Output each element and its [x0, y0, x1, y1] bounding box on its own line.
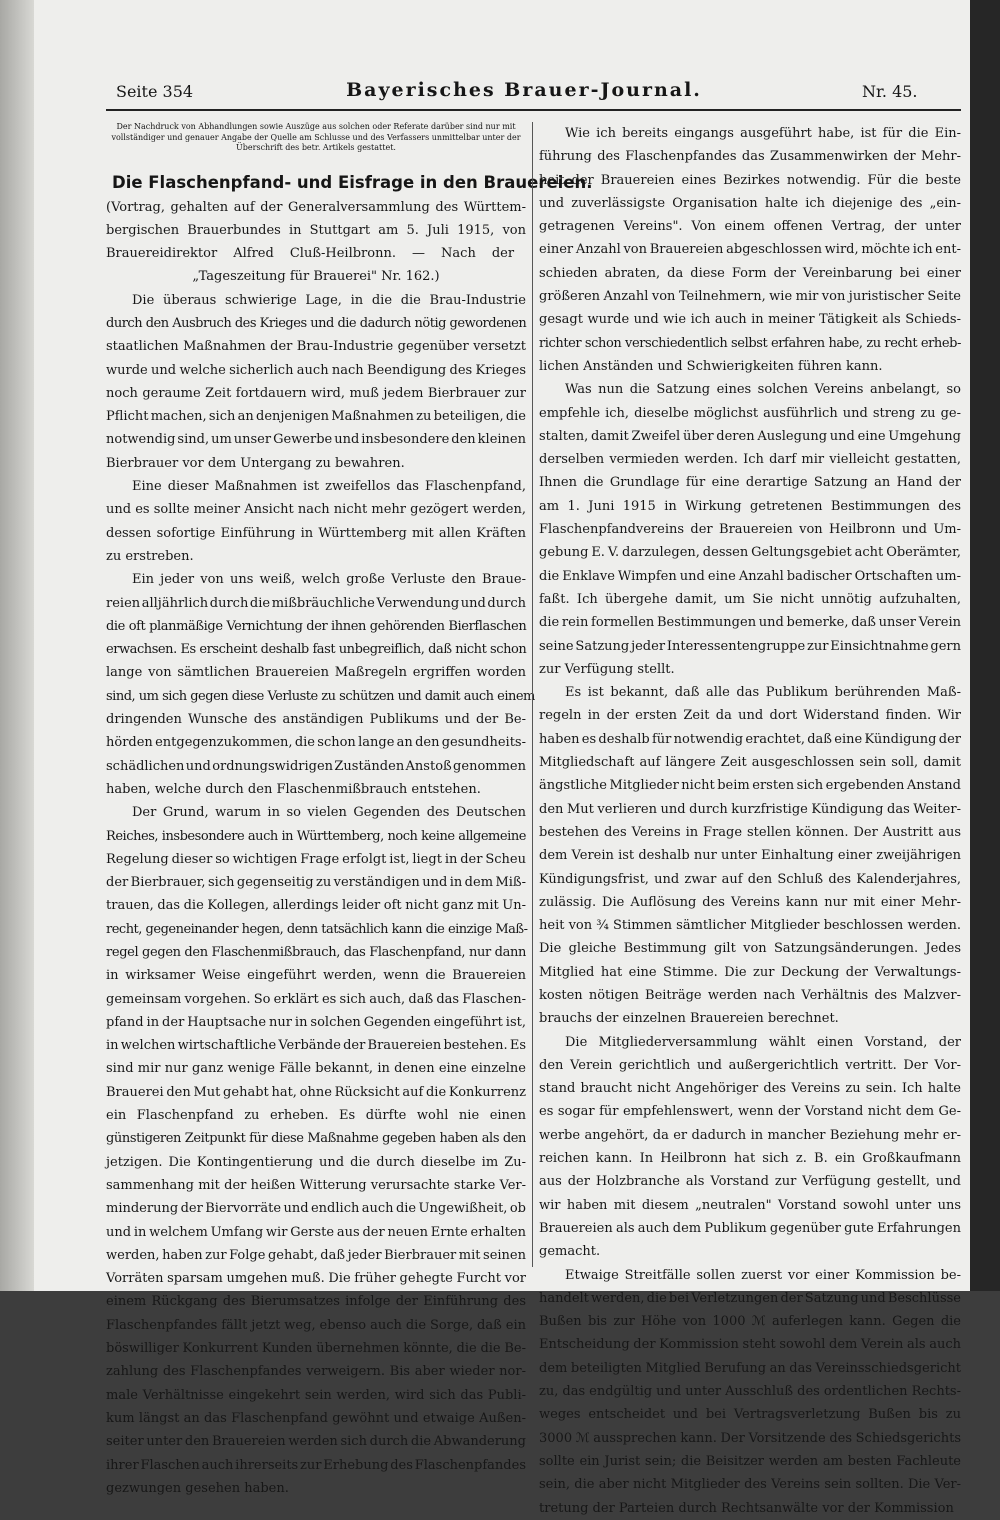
text-line: es sogar für empfehlenswert, wenn der Vorstand nicht dem Ge-	[539, 1104, 961, 1120]
page-header	[34, 78, 970, 108]
text-line: günstigeren Zeitpunkt für diese Maßnahme gegeben haben als den	[106, 1131, 527, 1147]
text-line: Brauerei den Mut gehabt hat, ohne Rücksicht auf die Konkurrenz	[106, 1084, 526, 1100]
scan-margin-left	[0, 0, 34, 1291]
text-line: werden, haben zur Folge gehabt, daß jeder Bierbrauer mit seinen	[106, 1247, 526, 1263]
right-column-body	[539, 378, 961, 1520]
text-line: kum längst an das Flaschenpfand gewöhnt und etwaige Außen-	[106, 1410, 526, 1426]
text-line: richter schon verschiedentlich selbst erfahren habe, zu recht erheb-	[539, 335, 961, 351]
text-line: tretung der Parteien durch Rechtsanwälte vor der Kommission	[539, 1500, 954, 1516]
text-line: stand braucht nicht Angehöriger des Vereins zu sein. Ich halte	[539, 1081, 961, 1097]
text-line: und zuverlässigste Organisation halte ich diejenige des „ein-	[539, 195, 961, 211]
text-line: in welchen wirtschaftliche Verbände der Brauereien bestehen. Es	[106, 1038, 526, 1054]
subtitle-line: bergischen Brauerbundes in Stuttgart am 5. Juli 1915, von	[106, 222, 526, 238]
scan-margin-right	[970, 0, 1000, 1291]
text-line: Der Grund, warum in so vielen Gegenden des Deutschen	[132, 805, 526, 821]
text-line: bestehen des Vereins in Frage stellen können. Der Austritt aus	[539, 824, 961, 840]
text-line: zu, das endgültig und unter Ausschluß des ordentlichen Rechts-	[539, 1384, 961, 1400]
text-line: dringenden Wunsche des anständigen Publikums und der Be-	[106, 712, 526, 728]
text-line: dem beteiligten Mitglied Berufung an das Vereinsschiedsgericht	[539, 1360, 961, 1376]
subtitle-line: (Vortrag, gehalten auf der Generalversammlung des Württem-	[106, 199, 526, 215]
text-line: Es ist bekannt, daß alle das Publikum berührenden Maß-	[565, 685, 961, 701]
text-line: sammenhang mit der heißen Witterung verursachte starke Ver-	[106, 1177, 526, 1193]
text-line: wir haben mit diesem „neutralen" Vorstand sowohl unter uns	[539, 1197, 961, 1213]
journal-page	[34, 0, 970, 1516]
text-line: dessen sofortige Einführung in Württemberg mit allen Kräften	[106, 525, 526, 541]
column-divider	[532, 122, 533, 1267]
text-line: reichen kann. In Heilbronn hat sich z. B. ein Großkaufmann	[539, 1151, 961, 1167]
text-line: führung des Flaschenpfandes das Zusammenwirken der Mehr-	[539, 149, 961, 165]
text-line: erwachsen. Es erscheint deshalb fast unbegreiflich, daß nicht schon	[106, 642, 527, 658]
text-line: noch geraume Zeit fortdauern wird, muß jedem Bierbrauer zur	[106, 385, 526, 401]
paragraph	[106, 568, 535, 801]
left-column-body	[106, 289, 535, 1500]
text-line: regeln in der ersten Zeit da und dort Widerstand finden. Wir	[539, 708, 961, 724]
paragraph	[106, 801, 526, 1500]
text-line: und in welchem Umfang wir Gerste aus der neuen Ernte erhalten	[106, 1224, 526, 1240]
text-line: faßt. Ich übergehe damit, um Sie nicht unnötig aufzuhalten,	[539, 591, 961, 607]
text-line: sollte ein Jurist sein; die Beisitzer werden am besten Fachleute	[539, 1453, 961, 1469]
text-line: empfehle ich, dieselbe möglichst ausführlich und streng zu ge-	[539, 405, 961, 421]
text-line: werbe angehört, da er dadurch in mancher Beziehung mehr er-	[539, 1127, 961, 1143]
text-line: zu erstreben.	[106, 548, 194, 564]
page-number: Seite 354	[116, 82, 194, 101]
text-line: die rein formellen Bestimmungen und bemerke, daß unser Verein	[539, 615, 961, 631]
paragraph	[106, 475, 526, 568]
text-line: größeren Anzahl von Teilnehmern, wie mir von juristischer Seite	[539, 289, 961, 305]
text-line: den Mut verlieren und durch kurzfristige Kündigung das Weiter-	[539, 801, 961, 817]
text-line: ein Flaschenpfand zu erheben. Es dürfte wohl nie einen	[106, 1108, 526, 1124]
text-line: durch den Ausbruch des Krieges und die dadurch nötig gewordenen	[106, 315, 527, 331]
text-line: einem Rückgang des Bierumsatzes infolge der Einführung des	[106, 1294, 526, 1310]
text-line: Etwaige Streitfälle sollen zuerst vor einer Kommission be-	[565, 1267, 961, 1283]
text-line: gezwungen gesehen haben.	[106, 1480, 289, 1496]
article-subtitle	[106, 196, 526, 289]
text-line: recht, gegeneinander hegen, denn tatsächlich kann die einzige Maß-	[106, 921, 528, 937]
text-line: ängstliche Mitglieder nicht beim ersten sich ergebenden Anstand	[539, 778, 961, 794]
text-line: haben, welche durch den Flaschenmißbrauch entstehen.	[106, 781, 481, 797]
text-line: sind, um sich gegen diese Verluste zu schützen und damit auch einem	[106, 688, 535, 704]
paragraph	[539, 1031, 961, 1264]
subtitle-line: Brauereidirektor Alfred Cluß-Heilbronn. — Nach der	[106, 246, 515, 262]
text-line: Pflicht machen, sich an denjenigen Maßnahmen zu beteiligen, die	[106, 409, 526, 425]
text-line: weges entscheidet und bei Vertragsverletzung Bußen bis zu	[539, 1407, 961, 1423]
text-line: Brauereien als auch dem Publikum gegenüber gute Erfahrungen	[539, 1220, 961, 1236]
text-line: lange von sämtlichen Brauereien Maßregeln ergriffen worden	[106, 665, 526, 681]
text-line: die oft planmäßige Vernichtung der ihnen gehörenden Bierflaschen	[106, 618, 527, 634]
text-line: in wirksamer Weise eingeführt werden, wenn die Brauereien	[106, 968, 526, 984]
text-line: regel gegen den Flaschenmißbrauch, das Flaschenpfand, nur dann	[106, 945, 526, 960]
text-line: Die gleiche Bestimmung gilt von Satzungsänderungen. Jedes	[539, 941, 961, 957]
text-line: zulässig. Die Auflösung des Vereins kann nur mit einer Mehr-	[539, 894, 961, 910]
text-line: und es sollte meiner Ansicht nach nicht mehr gezögert werden,	[106, 502, 526, 518]
text-line: dem Verein ist deshalb nur unter Einhaltung einer zweijährigen	[539, 848, 961, 864]
text-line: Vorräten sparsam umgehen muß. Die früher gehegte Furcht vor	[106, 1271, 526, 1287]
text-line: notwendig sind, um unser Gewerbe und insbesondere den kleinen	[106, 432, 526, 448]
paragraph	[539, 378, 961, 681]
subtitle-line: „Tageszeitung für Brauerei" Nr. 162.)	[192, 269, 440, 285]
paragraph	[539, 1264, 961, 1520]
text-line: Flaschenpfandes fällt jetzt weg, ebenso auch die Sorge, daß ein	[106, 1317, 526, 1333]
paragraph	[539, 122, 961, 378]
text-line: brauchs der einzelnen Brauereien berechnet.	[539, 1011, 839, 1027]
text-line: heit der Brauereien eines Bezirkes notwendig. Für die beste	[539, 172, 961, 188]
text-line: trauen, das die Kollegen, allerdings leider oft nicht ganz mit Un-	[106, 898, 526, 914]
text-line: Bußen bis zur Höhe von 1000 ℳ auferlegen kann. Gegen die	[539, 1314, 961, 1330]
text-line: gebung E. V. darzulegen, dessen Geltungsgebiet acht Oberämter,	[539, 545, 961, 561]
text-line: haben es deshalb für notwendig erachtet, daß eine Kündigung der	[539, 731, 961, 747]
issue-number: Nr. 45.	[862, 82, 918, 101]
right-column	[539, 122, 961, 1520]
text-line: Regelung dieser so wichtigen Frage erfolgt ist, liegt in der Scheu	[106, 851, 526, 867]
header-rule	[106, 109, 961, 111]
text-line: gesagt wurde und wie ich auch in meiner Tätigkeit als Schieds-	[539, 312, 961, 328]
text-line: reien alljährlich durch die mißbräuchliche Verwendung und durch	[106, 595, 526, 611]
text-line: sind mir nur ganz wenige Fälle bekannt, in denen eine einzelne	[106, 1061, 526, 1077]
text-line: Die Mitgliederversammlung wählt einen Vorstand, der	[565, 1034, 961, 1050]
text-line: wurde und welche sicherlich auch nach Beendigung des Krieges	[106, 362, 526, 378]
paragraph	[539, 681, 961, 1030]
text-line: schieden abraten, da diese Form der Vereinbarung bei einer	[539, 265, 961, 281]
text-line: der Bierbrauer, sich gegenseitig zu verständigen und in dem Miß-	[106, 875, 526, 891]
text-line: seine Satzung jeder Interessentengruppe zur Einsichtnahme gern	[539, 638, 961, 654]
text-line: ihrer Flaschen auch ihrerseits zur Erhebung des Flaschenpfandes	[106, 1457, 526, 1473]
text-line: handelt werden, die bei Verletzungen der Satzung und Beschlüsse	[539, 1290, 961, 1306]
text-line: Kündigungsfrist, und zwar auf den Schluß des Kalenderjahres,	[539, 871, 961, 887]
text-line: schädlichen und ordnungswidrigen Zuständen Anstoß genommen	[106, 758, 526, 774]
paragraph	[106, 289, 526, 475]
text-line: gemeinsam vorgehen. So erklärt es sich auch, daß das Flaschen-	[106, 991, 526, 1007]
text-line: Mitglied hat eine Stimme. Die zur Deckung der Verwaltungs-	[539, 964, 961, 980]
text-line: Die überaus schwierige Lage, in die die Brau-Industrie	[132, 292, 526, 308]
text-line: am 1. Juni 1915 in Wirkung getretenen Bestimmungen des	[539, 498, 961, 514]
text-line: einer Anzahl von Brauereien abgeschlossen wird, möchte ich ent-	[539, 242, 961, 258]
journal-title: Bayerisches Brauer-Journal.	[346, 79, 702, 101]
text-line: male Verhältnisse eingekehrt sein werden, wird sich das Publi-	[106, 1387, 526, 1403]
text-line: Entscheidung der Kommission steht sowohl dem Verein als auch	[539, 1337, 961, 1353]
text-line: zahlung des Flaschenpfandes verweigern. Bis aber wieder nor-	[106, 1364, 526, 1380]
text-line: Ihnen die Grundlage für eine derartige Satzung an Hand der	[539, 475, 961, 491]
text-line: aus der Holzbranche als Vorstand zur Verfügung gestellt, und	[539, 1174, 961, 1190]
text-line: seiter unter den Brauereien werden sich durch die Abwanderung	[106, 1434, 526, 1450]
reprint-notice: Der Nachdruck von Abhandlungen sowie Auszüge aus solchen oder Referate darüber sind nur mit vollständiger und genauer Angabe der Quelle am Schlusse und des Verfassers unmittelbar unter der Überschrift des betr. Artikels gestattet.	[111, 122, 521, 152]
text-line: hörden entgegenzukommen, die schon lange an den gesundheits-	[106, 735, 526, 751]
text-line: Bierbrauer vor dem Untergang zu bewahren.	[106, 455, 405, 471]
text-line: jetzigen. Die Kontingentierung und die durch dieselbe im Zu-	[106, 1154, 526, 1170]
text-line: böswilliger Konkurrent Kunden übernehmen könnte, die die Be-	[106, 1341, 526, 1357]
right-column-continued-paragraph	[539, 122, 961, 378]
text-line: getragenen Vereins". Von einem offenen Vertrag, der unter	[539, 219, 961, 235]
text-line: staatlichen Maßnahmen der Brau-Industrie gegenüber versetzt	[106, 339, 526, 355]
text-line: derselben vermieden werden. Ich darf mir vielleicht gestatten,	[539, 452, 961, 468]
text-line: Was nun die Satzung eines solchen Vereins anbelangt, so	[565, 382, 961, 398]
text-line: Eine dieser Maßnahmen ist zweifellos das Flaschenpfand,	[132, 479, 526, 495]
text-line: lichen Anständen und Schwierigkeiten führen kann.	[539, 358, 883, 374]
text-line: Reiches, insbesondere auch in Württemberg, noch keine allgemeine	[106, 828, 526, 844]
text-line: Wie ich bereits eingangs ausgeführt habe, ist für die Ein-	[565, 126, 961, 141]
text-line: die Enklave Wimpfen und eine Anzahl badischer Ortschaften um-	[539, 568, 961, 584]
text-line: Ein jeder von uns weiß, welch große Verluste den Braue-	[132, 572, 526, 588]
article-title: Die Flaschenpfand- und Eisfrage in den Brauereien.	[112, 172, 593, 192]
text-line: stalten, damit Zweifel über deren Auslegung und eine Umgehung	[539, 428, 961, 444]
text-line: Mitgliedschaft auf längere Zeit ausgeschlossen sein soll, damit	[539, 755, 961, 771]
text-line: 3000 ℳ aussprechen kann. Der Vorsitzende des Schiedsgerichts	[539, 1430, 961, 1446]
text-line: heit von ¾ Stimmen sämtlicher Mitglieder beschlossen werden.	[539, 918, 961, 934]
text-line: zur Verfügung stellt.	[539, 661, 675, 677]
text-line: Flaschenpfandvereins der Brauereien von Heilbronn und Um-	[539, 522, 961, 538]
text-line: den Verein gerichtlich und außergerichtlich vertritt. Der Vor-	[539, 1057, 961, 1073]
text-line: pfand in der Hauptsache nur in solchen Gegenden eingeführt ist,	[106, 1014, 526, 1030]
text-line: gemacht.	[539, 1244, 601, 1260]
text-line: sein, die aber nicht Mitglieder des Vereins sein sollten. Die Ver-	[539, 1477, 961, 1493]
text-line: minderung der Biervorräte und endlich auch die Ungewißheit, ob	[106, 1201, 526, 1217]
text-line: kosten nötigen Beiträge werden nach Verhältnis des Malzver-	[539, 987, 961, 1003]
